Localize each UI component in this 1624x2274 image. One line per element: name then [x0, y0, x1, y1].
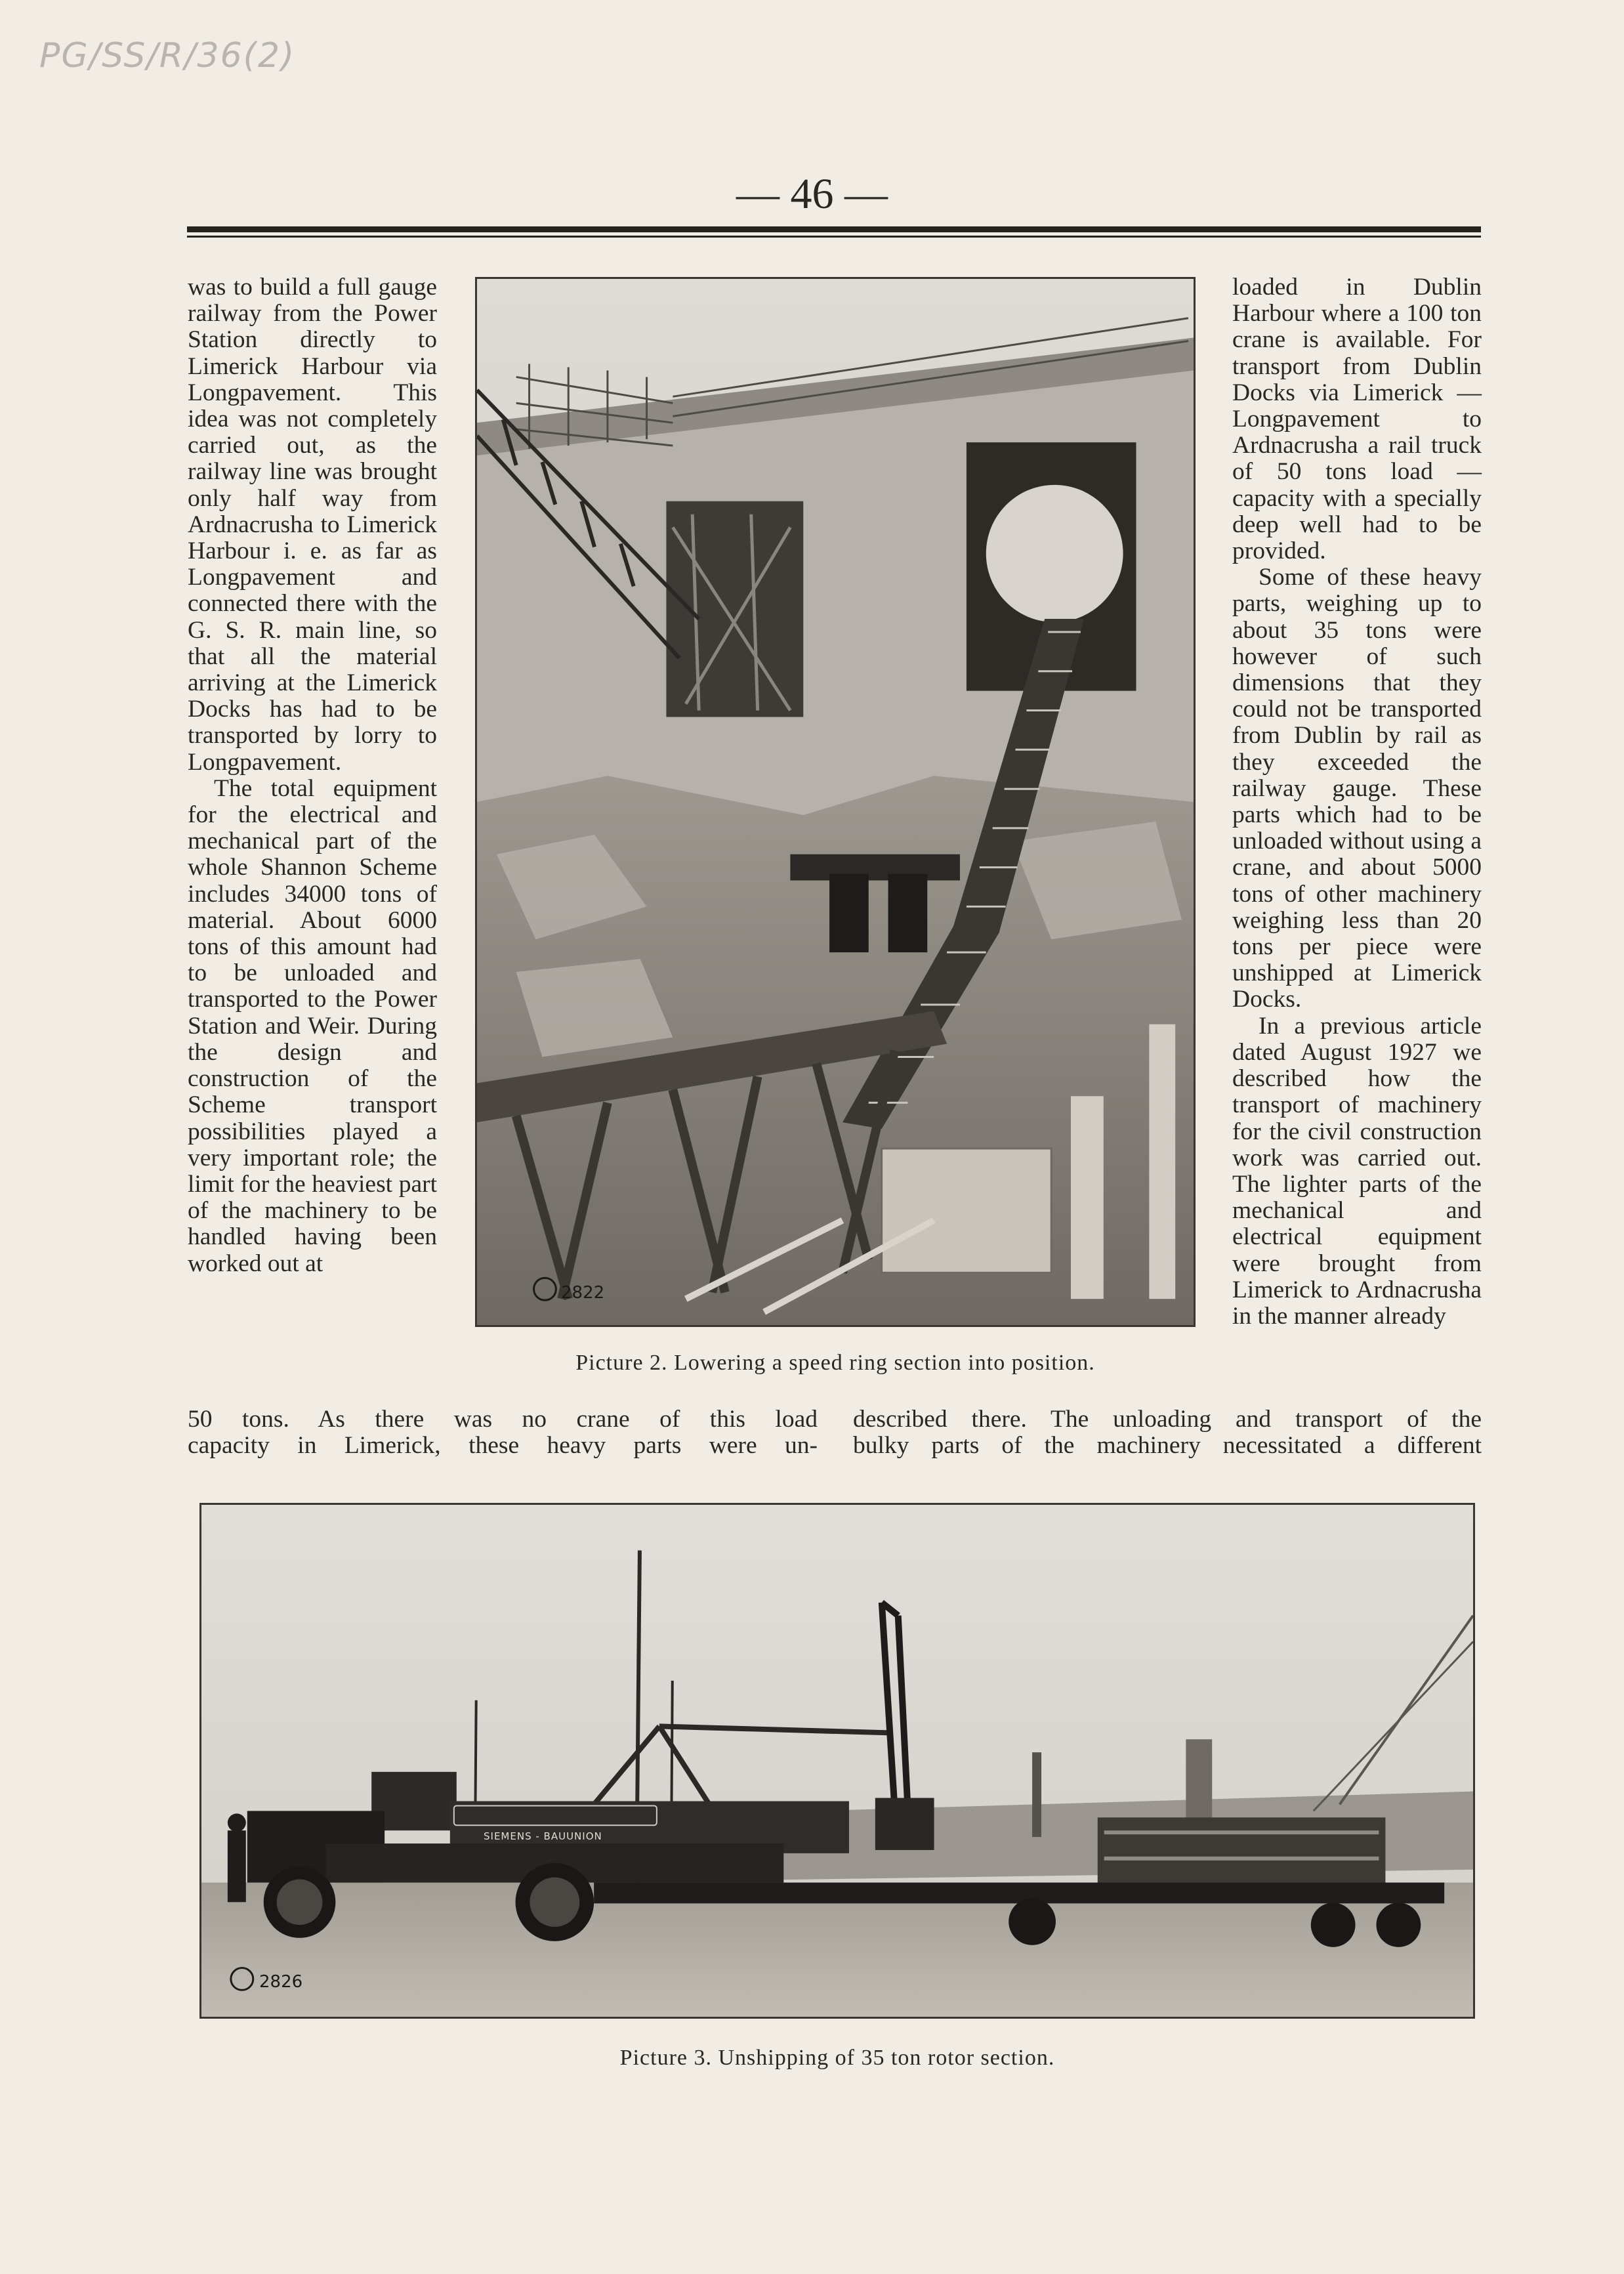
photo-rotor-unshipping-illustration	[201, 1505, 1473, 2017]
photo-speed-ring	[475, 277, 1196, 1327]
photo-rotor-unshipping	[199, 1503, 1475, 2019]
left-column	[188, 274, 437, 1277]
photo-speed-ring-negative-number: 2822	[561, 1283, 605, 1303]
page-number: — 46 —	[736, 170, 888, 218]
archive-reference: PG/SS/R/36(2)	[39, 36, 296, 75]
header-rule-thin	[187, 236, 1481, 238]
header-rule-thick	[187, 226, 1481, 232]
right-paragraph-1: loaded in Dublin Harbour where a 100 ton crane is available. For transport from Dublin Docks via Limerick — Longpavement to Ardnacrusha a rail truck of 50 tons load — capacity with a specially deep well had to be provided.	[1232, 274, 1482, 565]
right-paragraph-2: Some of these heavy parts, weighing up to about 35 tons were however of such dimensions that they could not be transported from Dublin by rail as they exceeded the railway gauge. These parts which had to be unloaded without using a crane, and about 5000 tons of other machinery weighing less than 20 tons per piece were unshipped at Limerick Docks.	[1232, 564, 1482, 1013]
right-column	[1232, 274, 1482, 1330]
left-paragraph-2: The total equipment for the electrical and mechanical part of the whole Shannon Scheme includes 34000 tons of material. About 6000 tons of this amount had to be unloaded and transported to the Power Station and Weir. During the design and construction of the Scheme transport possibilities played a very important role; the limit for the heaviest part of the machinery to be handled having been worked out at	[188, 774, 437, 1277]
bottom-line-right-2: bulky parts of the machinery necessitated a different	[853, 1432, 1482, 1459]
bottom-line-right-1: described there. The unloading and transport of the	[853, 1406, 1482, 1433]
caption-picture-3: Picture 3. Unshipping of 35 ton rotor section.	[619, 2046, 1055, 2070]
photo-speed-ring-illustration	[477, 279, 1194, 1325]
bottom-line-left-1: 50 tons. As there was no crane of this load	[188, 1406, 818, 1433]
lorry-lettering: SIEMENS - BAUUNION	[484, 1830, 602, 1842]
caption-picture-2: Picture 2. Lowering a speed ring section into position.	[575, 1351, 1095, 1375]
photo-rotor-unshipping-negative-number: 2826	[259, 1972, 303, 1992]
bottom-line-left-2: capacity in Limerick, these heavy parts were un-	[188, 1432, 818, 1459]
left-paragraph-1: was to build a full gauge railway from the Power Station directly to Limerick Harbour via Longpavement. This idea was not completely carried out, as the railway line was brought only half way from Ardnacrusha to Limerick Harbour i. e. as far as Longpavement and connected there with the G. S. R. main line, so that all the material arriving at the Limerick Docks has had to be transported by lorry to Longpavement.	[188, 274, 437, 776]
right-paragraph-3: In a previous article dated August 1927 we described how the transport of machinery for the civil construction work was carried out. The lighter parts of the mechanical and electrical equipment were brought from Limerick to Ardnacrusha in the manner already	[1232, 1012, 1482, 1330]
